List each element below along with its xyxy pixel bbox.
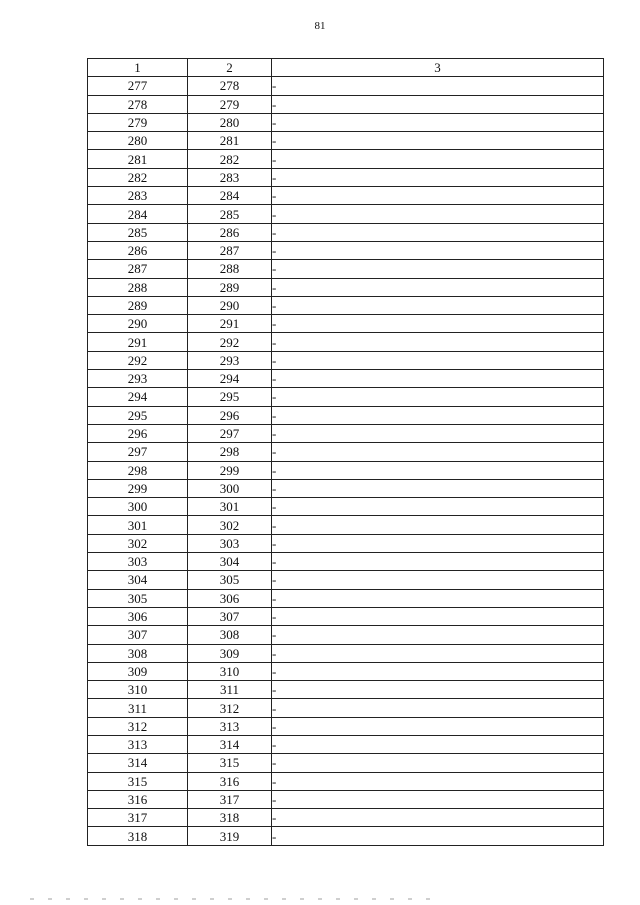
cell-col-1: 318 — [88, 827, 188, 845]
table-row — [88, 461, 604, 479]
cell-col-3: - — [272, 150, 604, 168]
cell-col-1: 313 — [88, 735, 188, 753]
cell-col-1: 309 — [88, 662, 188, 680]
cell-col-2: 302 — [188, 516, 272, 534]
cell-col-3: - — [272, 589, 604, 607]
cell-col-1: 295 — [88, 406, 188, 424]
cell-col-2: 300 — [188, 479, 272, 497]
cell-col-2: 308 — [188, 626, 272, 644]
cell-col-3: - — [272, 571, 604, 589]
cell-col-1: 315 — [88, 772, 188, 790]
cell-col-3: - — [272, 113, 604, 131]
cell-col-1: 283 — [88, 187, 188, 205]
scan-artifact-line — [30, 898, 430, 900]
cell-col-3: - — [272, 479, 604, 497]
table-row — [88, 205, 604, 223]
cell-col-2: 310 — [188, 662, 272, 680]
cell-col-3: - — [272, 388, 604, 406]
page-number: 81 — [314, 20, 326, 32]
cell-col-1: 300 — [88, 498, 188, 516]
cell-col-1: 311 — [88, 699, 188, 717]
cell-col-2: 290 — [188, 296, 272, 314]
cell-col-3: - — [272, 95, 604, 113]
cell-col-2: 281 — [188, 132, 272, 150]
table-row — [88, 827, 604, 845]
cell-col-2: 306 — [188, 589, 272, 607]
table-body — [88, 77, 604, 845]
cell-col-1: 289 — [88, 296, 188, 314]
cell-col-1: 298 — [88, 461, 188, 479]
column-header-1: 1 — [88, 59, 188, 77]
cell-col-2: 280 — [188, 113, 272, 131]
cell-col-3: - — [272, 607, 604, 625]
cell-col-1: 308 — [88, 644, 188, 662]
cell-col-2: 296 — [188, 406, 272, 424]
cell-col-2: 316 — [188, 772, 272, 790]
cell-col-3: - — [272, 827, 604, 845]
table-row — [88, 150, 604, 168]
cell-col-1: 278 — [88, 95, 188, 113]
cell-col-3: - — [272, 699, 604, 717]
cell-col-1: 293 — [88, 370, 188, 388]
table-row — [88, 424, 604, 442]
cell-col-2: 313 — [188, 717, 272, 735]
cell-col-3: - — [272, 498, 604, 516]
cell-col-1: 306 — [88, 607, 188, 625]
cell-col-2: 295 — [188, 388, 272, 406]
cell-col-3: - — [272, 296, 604, 314]
table-row — [88, 168, 604, 186]
cell-col-2: 286 — [188, 223, 272, 241]
cell-col-3: - — [272, 205, 604, 223]
table-row — [88, 223, 604, 241]
cell-col-3: - — [272, 315, 604, 333]
table-row — [88, 607, 604, 625]
column-header-2: 2 — [188, 59, 272, 77]
table-row — [88, 662, 604, 680]
cell-col-1: 316 — [88, 790, 188, 808]
cell-col-1: 301 — [88, 516, 188, 534]
cell-col-2: 297 — [188, 424, 272, 442]
cell-col-3: - — [272, 424, 604, 442]
cell-col-1: 299 — [88, 479, 188, 497]
table-row — [88, 681, 604, 699]
cell-col-2: 315 — [188, 754, 272, 772]
cell-col-2: 292 — [188, 333, 272, 351]
cell-col-1: 285 — [88, 223, 188, 241]
cell-col-3: - — [272, 735, 604, 753]
cell-col-1: 317 — [88, 809, 188, 827]
cell-col-2: 304 — [188, 553, 272, 571]
table-row — [88, 772, 604, 790]
cell-col-1: 290 — [88, 315, 188, 333]
cell-col-2: 314 — [188, 735, 272, 753]
cell-col-1: 282 — [88, 168, 188, 186]
cell-col-3: - — [272, 187, 604, 205]
cell-col-3: - — [272, 717, 604, 735]
table-row — [88, 132, 604, 150]
cell-col-3: - — [272, 790, 604, 808]
cell-col-3: - — [272, 278, 604, 296]
cell-col-2: 279 — [188, 95, 272, 113]
cell-col-2: 301 — [188, 498, 272, 516]
cell-col-1: 305 — [88, 589, 188, 607]
table-row — [88, 278, 604, 296]
table-row — [88, 406, 604, 424]
cell-col-1: 304 — [88, 571, 188, 589]
cell-col-2: 287 — [188, 241, 272, 259]
table-row — [88, 699, 604, 717]
cell-col-2: 299 — [188, 461, 272, 479]
cell-col-2: 303 — [188, 534, 272, 552]
table-header-row — [88, 59, 604, 77]
cell-col-3: - — [272, 681, 604, 699]
cell-col-2: 312 — [188, 699, 272, 717]
cell-col-1: 314 — [88, 754, 188, 772]
table-row — [88, 388, 604, 406]
cell-col-2: 283 — [188, 168, 272, 186]
data-table — [87, 58, 604, 846]
table-row — [88, 589, 604, 607]
cell-col-3: - — [272, 443, 604, 461]
cell-col-3: - — [272, 132, 604, 150]
table-row — [88, 754, 604, 772]
cell-col-2: 293 — [188, 351, 272, 369]
cell-col-3: - — [272, 223, 604, 241]
cell-col-2: 311 — [188, 681, 272, 699]
table-row — [88, 315, 604, 333]
cell-col-3: - — [272, 553, 604, 571]
table-row — [88, 187, 604, 205]
cell-col-1: 288 — [88, 278, 188, 296]
cell-col-3: - — [272, 168, 604, 186]
table-row — [88, 351, 604, 369]
table-row — [88, 113, 604, 131]
table-row — [88, 333, 604, 351]
column-header-3: 3 — [272, 59, 604, 77]
cell-col-2: 305 — [188, 571, 272, 589]
cell-col-1: 302 — [88, 534, 188, 552]
cell-col-2: 291 — [188, 315, 272, 333]
table-row — [88, 534, 604, 552]
table-row — [88, 498, 604, 516]
cell-col-2: 289 — [188, 278, 272, 296]
cell-col-1: 297 — [88, 443, 188, 461]
table-row — [88, 626, 604, 644]
table-row — [88, 717, 604, 735]
cell-col-3: - — [272, 809, 604, 827]
cell-col-1: 292 — [88, 351, 188, 369]
cell-col-3: - — [272, 754, 604, 772]
cell-col-3: - — [272, 644, 604, 662]
cell-col-3: - — [272, 241, 604, 259]
cell-col-1: 296 — [88, 424, 188, 442]
cell-col-3: - — [272, 516, 604, 534]
table-row — [88, 241, 604, 259]
cell-col-3: - — [272, 662, 604, 680]
cell-col-1: 277 — [88, 77, 188, 95]
cell-col-3: - — [272, 333, 604, 351]
table-row — [88, 790, 604, 808]
cell-col-1: 307 — [88, 626, 188, 644]
cell-col-1: 281 — [88, 150, 188, 168]
cell-col-2: 285 — [188, 205, 272, 223]
cell-col-1: 312 — [88, 717, 188, 735]
table-row — [88, 553, 604, 571]
table-row — [88, 479, 604, 497]
cell-col-1: 310 — [88, 681, 188, 699]
table-row — [88, 296, 604, 314]
table-row — [88, 260, 604, 278]
cell-col-2: 284 — [188, 187, 272, 205]
table-row — [88, 95, 604, 113]
cell-col-2: 298 — [188, 443, 272, 461]
cell-col-1: 287 — [88, 260, 188, 278]
table-row — [88, 77, 604, 95]
table-row — [88, 571, 604, 589]
cell-col-2: 318 — [188, 809, 272, 827]
table-row — [88, 370, 604, 388]
cell-col-1: 291 — [88, 333, 188, 351]
cell-col-3: - — [272, 534, 604, 552]
cell-col-2: 309 — [188, 644, 272, 662]
table-row — [88, 443, 604, 461]
cell-col-1: 280 — [88, 132, 188, 150]
table-row — [88, 809, 604, 827]
table-row — [88, 516, 604, 534]
table-row — [88, 735, 604, 753]
cell-col-2: 319 — [188, 827, 272, 845]
cell-col-3: - — [272, 351, 604, 369]
cell-col-1: 286 — [88, 241, 188, 259]
cell-col-3: - — [272, 260, 604, 278]
cell-col-1: 279 — [88, 113, 188, 131]
cell-col-2: 278 — [188, 77, 272, 95]
cell-col-3: - — [272, 772, 604, 790]
cell-col-2: 294 — [188, 370, 272, 388]
cell-col-3: - — [272, 77, 604, 95]
table-row — [88, 644, 604, 662]
cell-col-2: 317 — [188, 790, 272, 808]
cell-col-2: 288 — [188, 260, 272, 278]
cell-col-1: 303 — [88, 553, 188, 571]
cell-col-2: 307 — [188, 607, 272, 625]
cell-col-3: - — [272, 406, 604, 424]
cell-col-3: - — [272, 461, 604, 479]
cell-col-1: 284 — [88, 205, 188, 223]
cell-col-3: - — [272, 626, 604, 644]
cell-col-3: - — [272, 370, 604, 388]
cell-col-2: 282 — [188, 150, 272, 168]
cell-col-1: 294 — [88, 388, 188, 406]
